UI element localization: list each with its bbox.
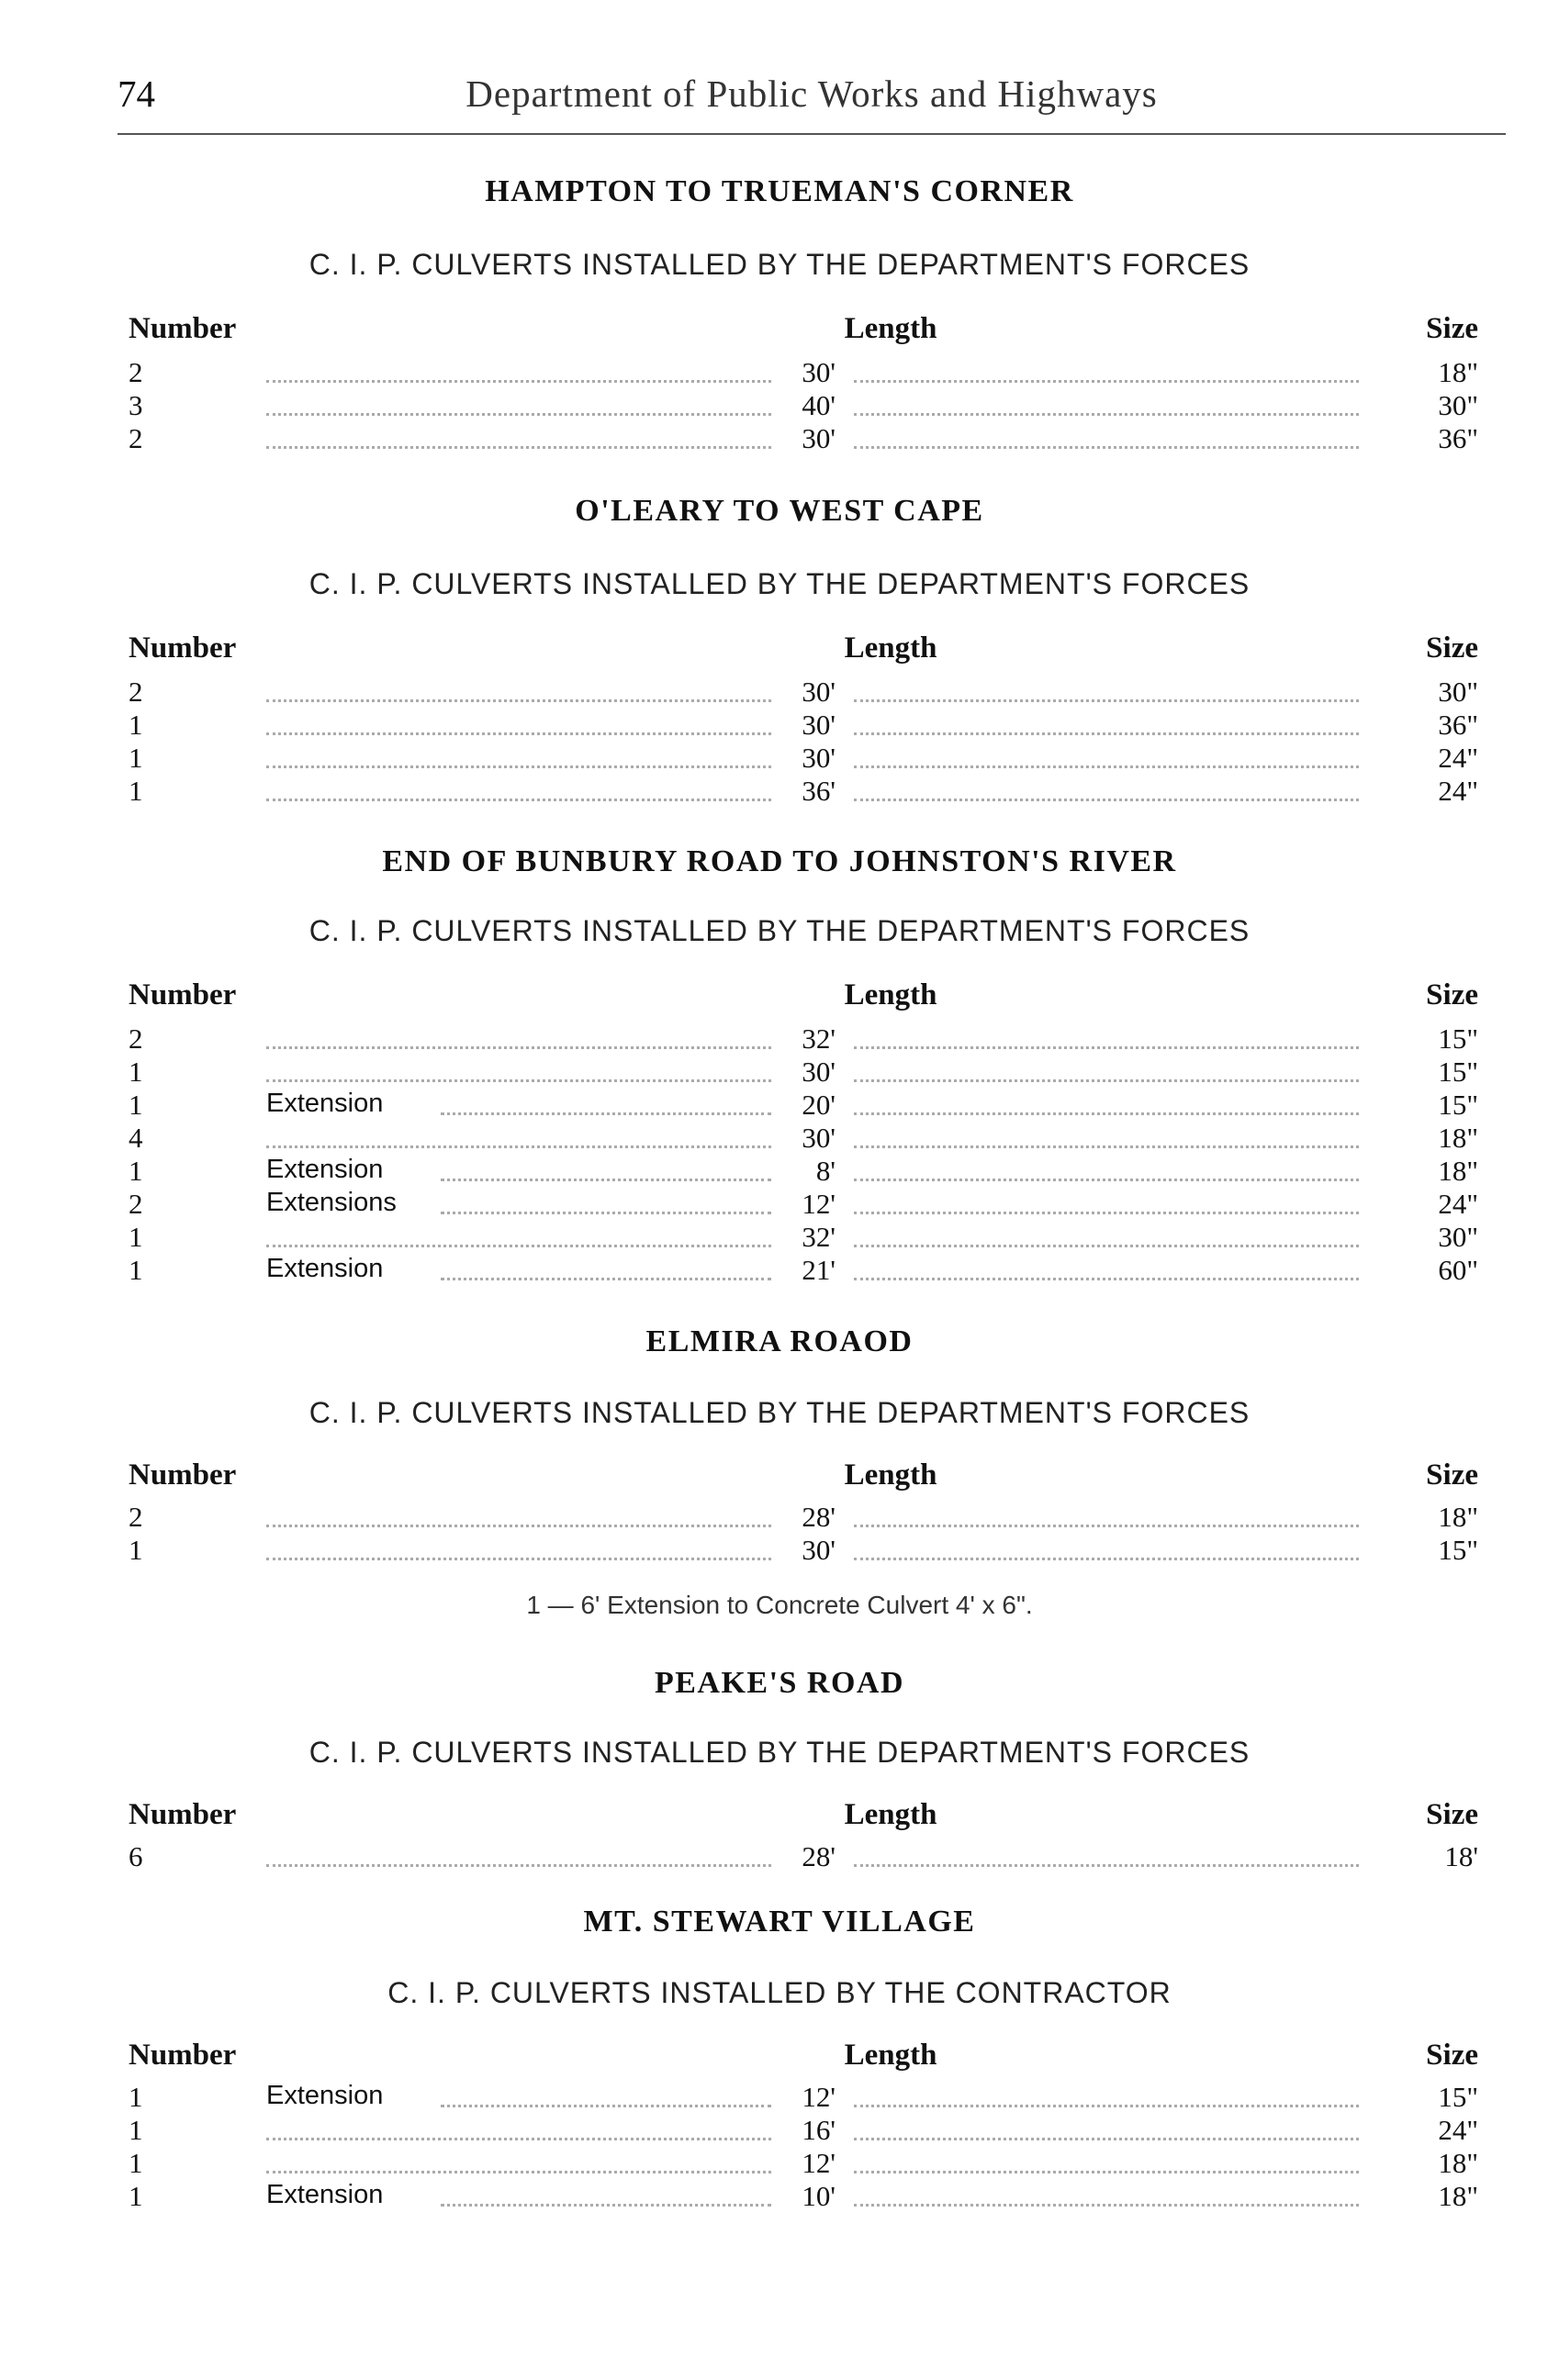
- row-number: 1: [129, 1056, 143, 1088]
- leader-dots: [266, 1245, 771, 1247]
- leader-dots: [266, 1079, 771, 1082]
- header-rule: [118, 133, 1506, 135]
- table-row: [0, 1188, 1559, 1221]
- row-length: 30': [802, 356, 836, 388]
- row-size: 24": [1438, 1188, 1478, 1220]
- row-length: 12': [802, 2147, 836, 2179]
- header-length: Length: [844, 978, 937, 1011]
- row-size: 15": [1438, 1089, 1478, 1121]
- row-number: 1: [129, 2114, 143, 2146]
- table-row: [0, 1534, 1559, 1567]
- table-row: [0, 356, 1559, 389]
- row-number: 1: [129, 1254, 143, 1286]
- leader-dots: [854, 799, 1359, 801]
- row-size: 15": [1438, 2081, 1478, 2113]
- table-row: [0, 1501, 1559, 1534]
- section-title: ELMIRA ROAOD: [645, 1324, 914, 1358]
- leader-dots: [854, 2138, 1359, 2140]
- row-number: 2: [129, 1501, 143, 1533]
- header-number: Number: [129, 1798, 237, 1831]
- row-length: 36': [802, 775, 836, 807]
- leader-dots: [854, 1864, 1359, 1867]
- row-number: 1: [129, 1155, 143, 1187]
- table-row: [0, 1840, 1559, 1873]
- column-header-row: [0, 1458, 1559, 1495]
- leader-dots: [854, 1046, 1359, 1049]
- header-number: Number: [129, 631, 237, 665]
- row-number: 1: [129, 775, 143, 807]
- leader-dots: [266, 1525, 771, 1527]
- header-size: Size: [1426, 1798, 1478, 1831]
- section-title: END OF BUNBURY ROAD TO JOHNSTON'S RIVER: [382, 844, 1177, 878]
- row-number: 2: [129, 356, 143, 388]
- row-size: 18': [1444, 1840, 1478, 1872]
- section-subtitle: C. I. P. CULVERTS INSTALLED BY THE CONTRACTOR: [387, 1976, 1172, 2009]
- row-length: 10': [802, 2180, 836, 2212]
- row-size: 18": [1438, 356, 1478, 388]
- header-size: Size: [1426, 312, 1478, 345]
- row-length: 20': [802, 1089, 836, 1121]
- row-number: 2: [129, 422, 143, 454]
- leader-dots: [441, 1179, 771, 1181]
- leader-dots: [266, 1864, 771, 1867]
- leader-dots: [441, 1212, 771, 1214]
- row-length: 30': [802, 1122, 836, 1154]
- leader-dots: [441, 1278, 771, 1280]
- row-number: 1: [129, 1534, 143, 1566]
- row-description: Extension: [266, 1254, 384, 1283]
- leader-dots: [266, 380, 771, 383]
- row-size: 15": [1438, 1056, 1478, 1088]
- row-size: 60": [1438, 1254, 1478, 1286]
- row-size: 18": [1438, 1122, 1478, 1154]
- row-number: 1: [129, 709, 143, 741]
- column-header-row: [0, 2039, 1559, 2075]
- row-size: 15": [1438, 1534, 1478, 1566]
- header-length: Length: [844, 312, 937, 345]
- row-description: Extensions: [266, 1188, 397, 1217]
- leader-dots: [266, 732, 771, 735]
- header-number: Number: [129, 978, 237, 1011]
- leader-dots: [441, 2204, 771, 2207]
- leader-dots: [854, 2204, 1359, 2207]
- row-number: 1: [129, 2180, 143, 2212]
- leader-dots: [266, 446, 771, 449]
- leader-dots: [854, 446, 1359, 449]
- leader-dots: [854, 2105, 1359, 2107]
- leader-dots: [854, 413, 1359, 416]
- row-number: 1: [129, 742, 143, 774]
- leader-dots: [266, 413, 771, 416]
- table-row: [0, 709, 1559, 742]
- leader-dots: [854, 1558, 1359, 1560]
- row-length: 8': [815, 1155, 836, 1187]
- header-size: Size: [1426, 631, 1478, 665]
- leader-dots: [854, 1112, 1359, 1115]
- row-number: 2: [129, 676, 143, 708]
- column-header-row: [0, 312, 1559, 349]
- section-subtitle: C. I. P. CULVERTS INSTALLED BY THE DEPARTMENT'S FORCES: [308, 567, 1251, 600]
- leader-dots: [441, 2105, 771, 2107]
- row-size: 15": [1438, 1022, 1478, 1055]
- row-length: 30': [802, 422, 836, 454]
- section-subtitle: C. I. P. CULVERTS INSTALLED BY THE DEPARTMENT'S FORCES: [308, 1396, 1251, 1429]
- row-size: 24": [1438, 742, 1478, 774]
- table-row: [0, 1122, 1559, 1155]
- leader-dots: [854, 1525, 1359, 1527]
- column-header-row: [0, 1798, 1559, 1835]
- row-size: 18": [1438, 2147, 1478, 2179]
- section-title: HAMPTON TO TRUEMAN'S CORNER: [485, 174, 1074, 208]
- page-number: 74: [118, 73, 155, 115]
- leader-dots: [854, 732, 1359, 735]
- leader-dots: [854, 765, 1359, 768]
- leader-dots: [854, 699, 1359, 702]
- table-row: [0, 2180, 1559, 2213]
- table-row: [0, 676, 1559, 709]
- leader-dots: [266, 1558, 771, 1560]
- table-row: [0, 2114, 1559, 2147]
- header-size: Size: [1426, 1458, 1478, 1492]
- table-row: [0, 1056, 1559, 1089]
- table-row: [0, 775, 1559, 808]
- leader-dots: [854, 1179, 1359, 1181]
- leader-dots: [854, 380, 1359, 383]
- section-note: 1 — 6' Extension to Concrete Culvert 4' x 6".: [526, 1591, 1033, 1619]
- section-title: MT. STEWART VILLAGE: [583, 1905, 976, 1939]
- table-row: [0, 1089, 1559, 1122]
- header-length: Length: [844, 631, 937, 665]
- row-number: 6: [129, 1840, 143, 1872]
- leader-dots: [266, 1145, 771, 1148]
- header-size: Size: [1426, 978, 1478, 1011]
- row-number: 2: [129, 1188, 143, 1220]
- table-row: [0, 422, 1559, 455]
- row-length: 30': [802, 1534, 836, 1566]
- row-length: 30': [802, 1056, 836, 1088]
- row-number: 1: [129, 1221, 143, 1253]
- table-row: [0, 1221, 1559, 1254]
- row-length: 30': [802, 676, 836, 708]
- leader-dots: [854, 1278, 1359, 1280]
- leader-dots: [441, 1112, 771, 1115]
- table-row: [0, 1022, 1559, 1056]
- header-number: Number: [129, 2039, 237, 2072]
- leader-dots: [266, 2138, 771, 2140]
- leader-dots: [266, 799, 771, 801]
- leader-dots: [266, 765, 771, 768]
- column-header-row: [0, 631, 1559, 668]
- row-size: 36": [1438, 422, 1478, 454]
- row-size: 18": [1438, 1155, 1478, 1187]
- leader-dots: [854, 2171, 1359, 2173]
- column-header-row: [0, 978, 1559, 1015]
- section-subtitle: C. I. P. CULVERTS INSTALLED BY THE DEPARTMENT'S FORCES: [308, 1736, 1251, 1769]
- row-size: 18": [1438, 2180, 1478, 2212]
- row-size: 30": [1438, 1221, 1478, 1253]
- leader-dots: [266, 1046, 771, 1049]
- row-size: 18": [1438, 1501, 1478, 1533]
- leader-dots: [854, 1212, 1359, 1214]
- row-number: 4: [129, 1122, 143, 1154]
- table-row: [0, 1254, 1559, 1287]
- section-subtitle: C. I. P. CULVERTS INSTALLED BY THE DEPARTMENT'S FORCES: [308, 248, 1251, 281]
- row-length: 28': [802, 1840, 836, 1872]
- row-size: 30": [1438, 676, 1478, 708]
- header-size: Size: [1426, 2039, 1478, 2072]
- row-length: 16': [802, 2114, 836, 2146]
- row-length: 30': [802, 742, 836, 774]
- leader-dots: [854, 1079, 1359, 1082]
- row-description: Extension: [266, 1089, 384, 1118]
- row-length: 21': [802, 1254, 836, 1286]
- header-length: Length: [844, 1458, 937, 1492]
- table-row: [0, 2147, 1559, 2180]
- leader-dots: [854, 1145, 1359, 1148]
- row-length: 12': [802, 1188, 836, 1220]
- row-length: 32': [802, 1022, 836, 1055]
- row-number: 2: [129, 1022, 143, 1055]
- row-length: 30': [802, 709, 836, 741]
- row-length: 40': [802, 389, 836, 421]
- row-size: 24": [1438, 775, 1478, 807]
- row-size: 36": [1438, 709, 1478, 741]
- header-length: Length: [844, 1798, 937, 1831]
- row-number: 1: [129, 2147, 143, 2179]
- running-title: Department of Public Works and Highways: [465, 73, 1158, 115]
- row-description: Extension: [266, 2081, 384, 2110]
- row-description: Extension: [266, 1155, 384, 1184]
- table-row: [0, 1155, 1559, 1188]
- section-title: O'LEARY TO WEST CAPE: [575, 494, 984, 528]
- leader-dots: [266, 699, 771, 702]
- running-head: [118, 72, 1506, 123]
- row-length: 32': [802, 1221, 836, 1253]
- row-number: 1: [129, 2081, 143, 2113]
- row-number: 3: [129, 389, 143, 421]
- row-size: 30": [1438, 389, 1478, 421]
- section-title: PEAKE'S ROAD: [654, 1666, 905, 1700]
- row-length: 12': [802, 2081, 836, 2113]
- leader-dots: [266, 2171, 771, 2173]
- row-length: 28': [802, 1501, 836, 1533]
- header-number: Number: [129, 312, 237, 345]
- table-row: [0, 2081, 1559, 2114]
- table-row: [0, 742, 1559, 775]
- header-length: Length: [844, 2039, 937, 2072]
- section-subtitle: C. I. P. CULVERTS INSTALLED BY THE DEPARTMENT'S FORCES: [308, 914, 1251, 947]
- table-row: [0, 389, 1559, 422]
- row-description: Extension: [266, 2180, 384, 2209]
- row-number: 1: [129, 1089, 143, 1121]
- row-size: 24": [1438, 2114, 1478, 2146]
- header-number: Number: [129, 1458, 237, 1492]
- leader-dots: [854, 1245, 1359, 1247]
